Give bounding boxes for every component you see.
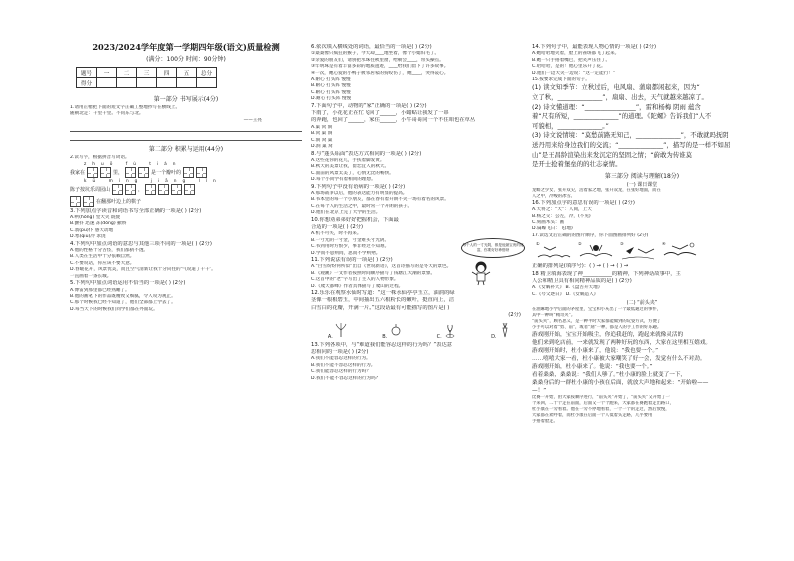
column-2 — [311, 44, 529, 382]
option-c[interactable]: C.面前的风景太美了，心情无比的畅快。 — [311, 170, 394, 176]
flower-options — [311, 322, 529, 340]
fill-line[interactable]: 山”是王昌龄渲染出来发沉定的坚固之情；“蔚敢为传谁莫 — [532, 150, 692, 159]
grid-row — [70, 167, 302, 179]
option-d[interactable]: D.扁蝶飞日：飞(地) — [532, 226, 573, 232]
option-d[interactable]: D.我们不能不容忍这样的行为吗？ — [311, 375, 381, 381]
order-answer[interactable]: 正确的排列是(填序号)：( ) → ( ) → ( ) → — [532, 263, 629, 270]
fill-line[interactable]: 着“尺有所短，______________”的道理。《陀螺》告诉我们“人不 — [532, 112, 712, 121]
writing-box[interactable] — [158, 184, 169, 195]
score-cell: 一 — [97, 68, 117, 78]
option-d[interactable]: D.《爬天都峰》作者具体描写了爬山的过程。 — [311, 283, 404, 289]
option-a[interactable]: A.耐心 打头阵 慢慢 — [311, 77, 351, 83]
passage-line: 其中一种叫“鞘奇夹”。 — [532, 313, 576, 319]
option-b[interactable]: B.我们不能不容忍这样的行为。 — [311, 362, 376, 368]
sentence: ②亲爱的朋友们，请别把水珠往秋里窗，给朝会____，带头操点。 — [311, 57, 444, 63]
option-c[interactable]: C.这首中的“老”字写出了主人的人物形象。 — [311, 277, 399, 283]
writing-box[interactable] — [100, 167, 111, 178]
sentence: ④一次，她心爱的小鸭子被邻居家的狗咬伤了，她____，哭得哀心。 — [311, 70, 449, 76]
score-input-cell[interactable] — [97, 78, 117, 88]
writing-box[interactable] — [184, 184, 195, 195]
passage-line: 桑桑身后的一群杜小康的小孩在后面，就放大声地和起来：“开始啦—— — [532, 380, 709, 387]
fill-line[interactable]: 可貌相，______________。” — [532, 121, 609, 130]
passage-line: 比赛一开始，由大家按顺序进行，“前头夹”开始了，“前头夹”又开始了一 — [532, 395, 670, 401]
option-label: D. — [491, 333, 497, 340]
score-input-cell[interactable] — [117, 78, 137, 88]
part-1-heading: 第一部分 书写展示(4分) — [153, 96, 219, 103]
option-d[interactable]: D.每个小同学有着相同的理想。 — [311, 177, 376, 183]
passage-line: “前头夹”，顾名思义，是一种平时大家都能做到的玩耍方式，方便了 — [532, 319, 662, 325]
option-b[interactable]: B.他的画笔下的作品既精致又细腻，令人叹为观止。 — [70, 293, 176, 299]
option-c[interactable]: C.洞 窝 巢 — [311, 137, 333, 143]
scene-picture[interactable] — [662, 241, 698, 261]
fill-line[interactable]: (3) 诗文说情境：“莫愁前路无知己，______________”，不敢就吗抚阴 — [532, 131, 729, 140]
grid-text: 是一个瓣叶的 — [151, 169, 182, 176]
girl-drowning-icon — [578, 241, 614, 261]
option-ab[interactable]: A.《女娲补天》 B.《盘古开天地》 — [532, 285, 603, 291]
picture-option-d[interactable] — [491, 322, 512, 340]
writing-box[interactable] — [138, 167, 149, 178]
grid-text: 我家在 — [70, 169, 86, 176]
fill-line[interactable]: (1) 读文知季节：立秋过后，电风扇、蒲扇都闲起来，因为“ — [532, 83, 700, 92]
score-cell: 得分 — [77, 78, 97, 88]
score-cell: 总分 — [197, 68, 217, 78]
question-18: 18 精卫填海表现了神___________的精神，下列神话故事中，主 — [532, 270, 681, 277]
passage-line: 龙蟒之少女，张开双尖，活着家之地，张开双龙，在张好地面，而在 — [532, 187, 661, 193]
option-c[interactable]: C.刻画木头：画 — [532, 220, 565, 225]
option-c[interactable]: C.哈哈哈，是的！他心里乐开了花。 — [532, 64, 606, 70]
option-c[interactable]: C.我们能容忍这样的行为吗？ — [311, 369, 371, 375]
part-2-heading: 第二部分 积累与运用(44分) — [148, 146, 224, 154]
option-c[interactable]: C.书到用时方恨少，事非经过不知难。 — [311, 244, 390, 250]
scene-picture[interactable] — [620, 241, 656, 261]
option-a[interactable]: A.我们不能容忍这样的行为。 — [311, 356, 371, 362]
child-illustration-icon — [470, 260, 492, 286]
scene-label: ② — [578, 241, 582, 247]
option-a[interactable]: A.巢 窝 洞 — [311, 124, 333, 130]
option-d[interactable]: D.每当天下的时候我们同学们都在外面玩。 — [70, 306, 158, 312]
passage-line: 小手可以对着“剪、前”，或者“刻”一种，都是人的手工作的好乐趣。 — [532, 325, 662, 331]
writing-box[interactable] — [87, 167, 98, 178]
sentence: ③牢明珠是有着丰富多彩的地质遗迹，____给我们留下了许多故事。 — [311, 64, 449, 70]
bird-over-sea-icon — [536, 241, 572, 261]
score-cell: 二 — [117, 68, 137, 78]
option-b[interactable]: B.颤抖 迅速 冻(dòng) 撒娇 — [70, 221, 127, 227]
option-a[interactable]: A.她哈哈地笑着，脸上的雀斑都飞了起来。 — [532, 51, 620, 57]
option-c[interactable]: C.不要说话，你应该不要大意。 — [70, 260, 135, 266]
picture-option-c[interactable] — [437, 322, 458, 340]
picture-option-a[interactable] — [328, 322, 349, 340]
plant-icon — [334, 322, 348, 338]
column-1 — [70, 40, 302, 313]
copy-text: 随朝北走：千里千里。不问东与北。 — [70, 111, 144, 117]
writing-box[interactable] — [112, 184, 123, 195]
question-14: 14.下列句子中，最能表现人物心情的一项是( ) (2分) — [532, 44, 657, 50]
option-a[interactable]: A.傅雷到那里都已经熟睡了。 — [70, 287, 130, 293]
option-b[interactable]: B.耐心 打头阵 慢慢 — [311, 83, 351, 89]
question-8: 8.与“蓬头垢面”表达方式相同的一项是( ) (2分) — [311, 150, 422, 157]
answer-line[interactable] — [70, 126, 302, 132]
passage-line: 人之中，冷峻的冰雪。 — [532, 193, 575, 199]
question-3: 3.下列加点字读音和词语书写全部正确的一项是( ) (2分) — [70, 207, 202, 214]
sentence: 的奔跑，也回了______，家住______，小牛哥哥同一个不住咱也在草丛 — [311, 117, 476, 124]
grid-text: 在翻那叶边上的棋子 — [96, 198, 142, 205]
exam-subtitle: (满分：100分 时间：90分钟) — [146, 56, 226, 63]
question-9: 9.下列句子中没有语病的一项是( ) (2分) — [311, 183, 406, 190]
option-d[interactable]: D.洞 巢 窝 — [311, 144, 333, 150]
writing-box[interactable] — [125, 184, 136, 195]
grid-text: 里， — [113, 169, 124, 176]
passage-line: 他们来到吃店前，一来就发现了两种好玩的东西，大家在这里相互嬉戏。 — [532, 340, 712, 347]
question-13-cont: 思相同的一项是( ) (2分) — [311, 349, 369, 356]
writing-box[interactable] — [70, 196, 81, 207]
fill-line[interactable]: 送丹用来给身边我们的交流；“______________”，描写的是一样不如屈 — [532, 141, 731, 149]
copy-signature: ——王亮 — [243, 117, 262, 123]
option-a[interactable]: A.那场战争以后，他的表达能力有明显的提高。 — [311, 190, 408, 196]
score-cell: 四 — [157, 68, 177, 78]
option-a[interactable]: A.天将之：“天”：人间，上天 — [532, 207, 592, 213]
option-a[interactable]: A.哄(hǒng) 堂大笑 既使 — [70, 215, 121, 221]
option-d[interactable]: D.他们一边大笑一边说：“这一定能行！” — [532, 70, 616, 76]
score-cell: 五 — [177, 68, 197, 78]
writing-box[interactable] — [125, 167, 136, 178]
question-16: 16.下列加点字的意思有误的一项是( ) (2分) — [532, 199, 635, 206]
passage-line: —！” — [532, 388, 547, 395]
question-10: 10.你想劝弟弟好好把握机会，下面最 — [311, 216, 399, 223]
pinyin-row: kū míng jiāng lǐn — [84, 178, 222, 184]
question-7: 7.下面句子中，动物的“家”正确的一项是( ) (2分) — [311, 102, 427, 109]
option-d[interactable]: D.学而不思则罔，思而不学则殆。 — [311, 250, 381, 256]
question-12-points: (2分) — [508, 312, 521, 319]
sentence: 下雨了，小花花正在忙飞回了______，小蜡蛄让我发了一串 — [311, 110, 449, 117]
option-b[interactable]: B.她一只手捂着嘴巴，把笑声压住了。 — [532, 57, 611, 63]
option-d[interactable]: D.他们在北京上完了大学的生活。 — [311, 210, 381, 216]
question-11: 11.下列说法有误的一项是( ) (2分) — [311, 257, 393, 263]
question-12-cont: 白雪白的花瓣，开满一片。”这段话最有可能描写的图片是( ) — [311, 304, 450, 311]
option-b[interactable]: B.一寸光阴一寸金，寸金难买寸光阴。 — [311, 237, 390, 243]
score-cell: 三 — [137, 68, 157, 78]
passage-line: 个来回，二十个走在前面，后面又一个个跑来，大家都在赛跑着走出路口， — [532, 401, 674, 407]
bird-on-waves-icon — [662, 241, 698, 261]
fill-line[interactable]: 是开士抢着堡垒的的壮志豪情。 — [532, 160, 622, 169]
score-cell: 题号 — [77, 68, 97, 78]
pinyin-row: zhuō fù tián — [84, 161, 182, 167]
part-3-heading: 第三部分 阅读与理解(18分) — [604, 172, 680, 180]
option-b[interactable]: B.杨之交：公左，冷，(不见) — [532, 213, 591, 219]
scene-picture[interactable] — [578, 241, 614, 261]
question-12: 12.乐乐在观察水仙时写道：“这一株水仙亭亭玉立，油润的绿 — [311, 290, 455, 297]
option-c[interactable]: C.耐心 打头阵 慢慢 — [311, 89, 351, 95]
writing-box[interactable] — [145, 184, 156, 195]
option-label: B. — [382, 333, 388, 340]
exam-title: 2023/2024学年度第一学期四年级(语文)质量检测 — [92, 42, 280, 52]
question-12-cont: 茎像一根根碧玉，中间抽出五六根粉长的嫩叶，挺直向上，洁 — [311, 297, 455, 304]
question-15: 15.按要求完成下面的句子。 — [532, 77, 590, 83]
option-a[interactable]: A.“白雪纷纷何所似”出自《世说新语》，这首诗描写的是冬天的景色。 — [311, 264, 452, 270]
score-table-header-row — [77, 68, 217, 78]
section-2-heading: (二) “前头夹” — [626, 300, 658, 307]
option-d[interactable]: D.寒(qiū)冷 求饶 — [70, 234, 106, 240]
score-input-cell[interactable] — [177, 78, 197, 88]
option-cd[interactable]: C.《夸父逐日》 D.《女娲造人》 — [532, 291, 599, 297]
section-1-heading: (一) 课日课堂 — [626, 181, 658, 188]
passage-line: ……嘻嘻大家一看，杜小康被大家嘲笑了好一会，发觉有什么不对劲。 — [532, 356, 706, 363]
passage-line: 在油麻地小学后面的茅屋里，宝宝和小灰出了一个最低通过的事件， — [532, 307, 661, 313]
picture-option-b[interactable] — [382, 322, 403, 340]
grid-row — [70, 196, 302, 208]
passage-line: 杜小康在一旁看着。他在一旁不停地看着，一个一个的走过，然后放慢， — [532, 407, 670, 413]
passage-line: 手捂着脸走。 — [532, 419, 558, 425]
option-d-cont: 一直画着一条长城。 — [70, 273, 112, 279]
question-13: 13.下列各项中，与“难道我们能容忍这样的行为吗？”表达意 — [311, 341, 453, 348]
passage-line: 游戏刚开始时，杜小康来了，他说：“我也要一个。” — [532, 348, 659, 355]
question-4: 4.下列句中加点词语的意思与其他三项不同的一项是( ) (2分) — [70, 240, 212, 247]
question-18-cont: 人公和精卫具有相同精神品质的是( ) (2分) — [532, 278, 632, 285]
bud-icon — [389, 322, 403, 338]
option-b[interactable]: B.书本里的每一个小朋友，都在春有着开朗不笑一场有着名的风景。 — [311, 197, 449, 203]
bird-carrying-stone-icon — [620, 241, 656, 261]
option-b[interactable]: B.人类在生活中十分依赖自然。 — [70, 254, 135, 260]
option-a[interactable]: A.他的性格十分古怪，我们都猜不透。 — [70, 248, 149, 254]
writing-box[interactable] — [183, 167, 194, 178]
fill-line[interactable]: 立了秋，______________”，扇扇、出去，天气就越来越凉了。 — [532, 93, 708, 102]
scene-label: ④ — [662, 241, 666, 247]
writing-box[interactable] — [196, 167, 207, 178]
sentence: ①桑桑像只疯狂的猴子，今天却____地坐着，像个小媳妇毛了。 — [311, 51, 440, 57]
scene-label: ③ — [620, 241, 624, 247]
question-10-cont: 合适的一项是( ) (2分) — [311, 223, 364, 230]
option-a[interactable]: A.机不可失，时不再来。 — [311, 231, 362, 237]
sprout-icon — [443, 322, 457, 338]
column-3 — [532, 44, 752, 425]
option-b[interactable]: B.秋天的美景让我，留恋宜人的秋天。 — [311, 164, 390, 170]
scene-label: ① — [536, 241, 540, 247]
question-5: 5.下列句中加点词语运用不恰当的一项是( ) (2分) — [70, 280, 186, 287]
grid-text: 陈子按坑乐周园山 — [70, 186, 111, 193]
option-b[interactable]: B.窝 巢 洞 — [311, 131, 333, 137]
answer-line[interactable] — [70, 135, 302, 141]
option-label: A. — [327, 333, 333, 340]
score-input-cell[interactable] — [197, 78, 217, 88]
score-input-cell[interactable] — [137, 78, 157, 88]
question-2: 2.读写字，根据拼音写词语。 — [70, 155, 130, 161]
scene-picture[interactable] — [536, 241, 572, 261]
score-input-cell[interactable] — [157, 78, 177, 88]
passage-line: 看着桑桑，桑桑说：“我们人够了。”杜小康的脸上就变了一下， — [532, 372, 687, 379]
speech-bubble: 每个人的一寸光阴，都是他最宝贵的财富，你要好好珍惜呀 — [461, 238, 525, 258]
option-c[interactable]: C.那个时候我已经不知道了，他们全部都上学去了。 — [70, 300, 176, 306]
option-c[interactable]: C.翡(pū)仆 感天动地 — [70, 227, 114, 233]
score-table — [76, 67, 217, 88]
passage-line: 大家都在欢呼着，而杜小康在后面一个人低着头走路，几乎要用 — [532, 413, 653, 419]
carrot-icon — [498, 322, 512, 338]
option-label: C. — [436, 333, 442, 340]
option-a[interactable]: A.这些花你的花儿，手扶着脚发黄。 — [311, 157, 385, 163]
writing-box[interactable] — [171, 184, 182, 195]
option-b[interactable]: B.《观潮》一文作者按照时间顺序描写了钱塘江大潮的景象。 — [311, 270, 436, 276]
grid-row — [70, 184, 302, 196]
question-1: 1.请用正楷把下面的短文字正确工整地抄写在横线上。 — [70, 105, 181, 110]
question-17: 17.读选文后正确的的图片顺序，你下面图画排列好 (2分) — [532, 232, 649, 238]
passage-line: 游戏刚开始，杜小康来了。他说：“我也要一个。” — [532, 364, 653, 371]
option-c[interactable]: C.在每个人的生活之中，最时常一个开朗的孩子。 — [311, 203, 413, 209]
passage-line: 游戏刚开始，宝宝开始吸尘，你追我赶的，跑起来就像灵活的 — [532, 332, 684, 339]
scene-pictures — [536, 241, 752, 261]
option-d[interactable]: D.春暖花开，风景优美，而且空气清新让我十分向往的‘气说道了千千’。 — [70, 267, 216, 273]
grid-text: ， — [138, 186, 144, 193]
score-table-score-row — [77, 78, 217, 88]
question-6: 6.依次填入横线处的词语，最恰当的一项是( ) (2分) — [311, 44, 432, 50]
writing-box[interactable] — [83, 196, 94, 207]
option-d[interactable]: D.耐心 打头阵 慢慢 — [311, 96, 352, 102]
fill-line[interactable]: (2) 诗文懂道理：“________________”，雷和杨梅 阴雨 蕴含 — [532, 102, 701, 111]
